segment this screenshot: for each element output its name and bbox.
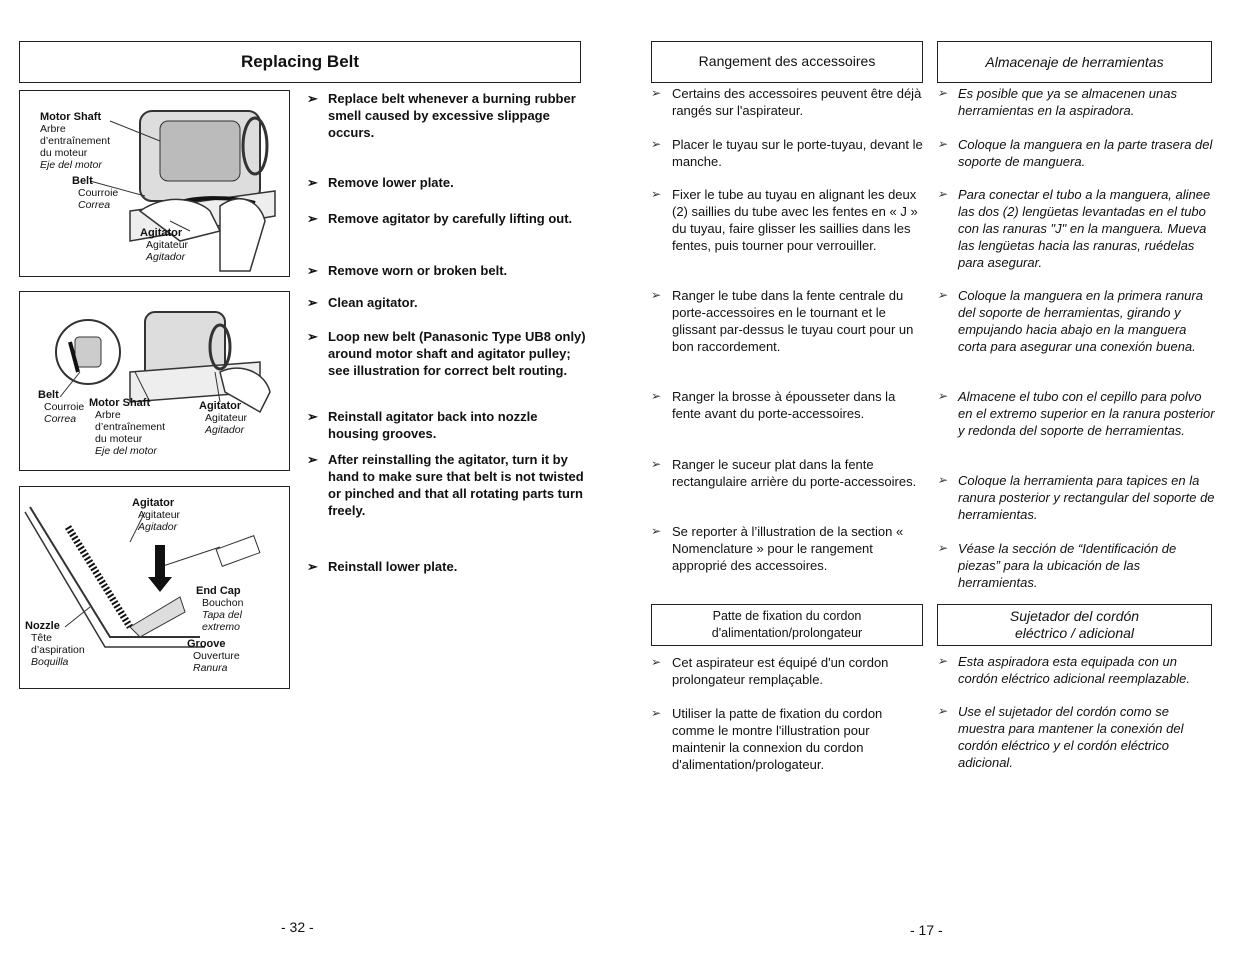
page-number-right: - 17 - [910, 922, 943, 938]
fr-storage-title-text: Rangement des accessoires [698, 53, 876, 69]
step-item: ➢ Reinstall agitator back into nozzle housing grooves. [307, 409, 538, 441]
es-cord-title-text: Sujetador del cordón eléctrico / adicional [1009, 608, 1140, 641]
es-cord-item: ➢ Esta aspiradora esta equipada con un cordón eléctrico adicional reemplazable. [937, 654, 1190, 686]
label-end-cap: End Cap Bouchon Tapa del extremo [196, 585, 244, 633]
step-item: ➢ Replace belt whenever a burning rubber smell caused by excessive slippage occurs. [307, 91, 576, 140]
step-item: ➢ Reinstall lower plate. [307, 559, 458, 574]
label-belt: Belt Courroie Correa [72, 175, 119, 211]
fr-storage-item: ➢ Placer le tuyau sur le porte-tuyau, devant le manche. [651, 137, 923, 169]
step-item: ➢ Loop new belt (Panasonic Type UB8 only) around motor shaft and agitator pulley; see illustration for correct belt routing. [307, 329, 586, 378]
es-storage-item: ➢ Coloque la manguera en la parte trasera del soporte de manguera. [937, 137, 1213, 169]
label-belt: Belt Courroie Correa [38, 389, 85, 425]
step-item: ➢ Remove lower plate. [307, 175, 454, 190]
fr-storage-item: ➢ Se reporter à l’illustration de la section « Nomenclature » pour le rangement approprié des accessoires. [651, 524, 904, 573]
es-storage-item: ➢ Coloque la manguera en la primera ranura del soporte de herramientas, girando y empujando hacia abajo en la manguera corta para asegurar una conexión buena. [937, 288, 1203, 354]
figure-agitator-install [19, 486, 290, 689]
es-storage-item: ➢ Véase la sección de “Identificación de piezas” para la ubicación de las herramientas. [937, 541, 1177, 590]
fr-cord-title-text: Patte de fixation du cordon d'alimentation/prolongateur [711, 609, 863, 640]
title-text: Replacing Belt [240, 52, 360, 71]
replacing-belt-title [19, 41, 581, 83]
step-item: ➢ After reinstalling the agitator, turn it by hand to make sure that belt is not twisted or pinched and that all rotating parts turn freely. [307, 452, 584, 518]
step-item: ➢ Remove agitator by carefully lifting out. [307, 211, 573, 226]
label-motor-shaft: Motor Shaft Arbre d’entraînement du moteur Eje del motor [89, 397, 166, 457]
label-motor-shaft: Motor Shaft Arbre d’entraînement du moteur Eje del motor [40, 111, 111, 171]
fr-cord-item: ➢ Utiliser la patte de fixation du cordon comme le montre l'illustration pour maintenir la connexion du cordon d'alimentation/prologateur. [651, 706, 883, 772]
es-cord-item: ➢ Use el sujetador del cordón como se muestra para mantener la conexión del cordón eléctrico y el cordón eléctrico adicional. [937, 704, 1184, 770]
page-number-left: - 32 - [281, 919, 314, 935]
es-storage-item: ➢ Almacene el tubo con el cepillo para polvo en el extremo superior en la ranura posterior y redonda del soporte de herramientas. [937, 389, 1215, 438]
label-agitator: Agitator Agitateur Agitador [132, 497, 181, 533]
figure-belt-routing [19, 291, 290, 471]
fr-storage-item: ➢ Certains des accessoires peuvent être déjà rangés sur l'aspirateur. [651, 86, 922, 118]
es-storage-item: ➢ Coloque la herramienta para tapices en la ranura posterior y rectangular del soporte de herramientas. [937, 473, 1215, 522]
label-agitator: Agitator Agitateur Agitador [199, 400, 248, 436]
es-storage-item: ➢ Para conectar el tubo a la manguera, alinee las dos (2) lengüetas levantadas en el tubo con las ranuras "J" en la manguera. Mueva las lengüetas hacia las ranuras, ruédelas para asegurar. [937, 187, 1211, 270]
label-groove: Groove Ouverture Ranura [187, 638, 240, 674]
fr-storage-item: ➢ Fixer le tube au tuyau en alignant les deux (2) saillies du tube avec les fentes en « J » du tuyau, faire glisser les saillies dans les fentes, puis tourner pour verrouiller. [651, 187, 918, 253]
fr-storage-title [651, 41, 923, 83]
fr-storage-item: ➢ Ranger le tube dans la fente centrale du porte-accessoires en le tournant et le glissant par-dessus le tuyau court pour un bon raccordement. [651, 288, 914, 354]
step-item: ➢ Clean agitator. [307, 295, 418, 310]
fr-storage-item: ➢ Ranger le suceur plat dans la fente rectangulaire arrière du porte-accessoires. [651, 457, 917, 489]
fr-storage-item: ➢ Ranger la brosse à épousseter dans la fente avant du porte-accessoires. [651, 389, 896, 421]
es-cord-title [937, 604, 1212, 646]
fr-cord-item: ➢ Cet aspirateur est équipé d'un cordon prolongateur remplaçable. [651, 655, 889, 687]
step-item: ➢ Remove worn or broken belt. [307, 263, 508, 278]
label-agitator: Agitator Agitateur Agitador [140, 227, 189, 263]
figure-belt-removal [19, 90, 290, 277]
es-storage-title-text: Almacenaje de herramientas [985, 54, 1164, 70]
es-storage-title [937, 41, 1212, 83]
fr-cord-title [651, 604, 923, 646]
label-nozzle: Nozzle Tête d’aspiration Boquilla [25, 620, 85, 668]
es-storage-item: ➢ Es posible que ya se almacenen unas herramientas en la aspiradora. [937, 86, 1177, 118]
